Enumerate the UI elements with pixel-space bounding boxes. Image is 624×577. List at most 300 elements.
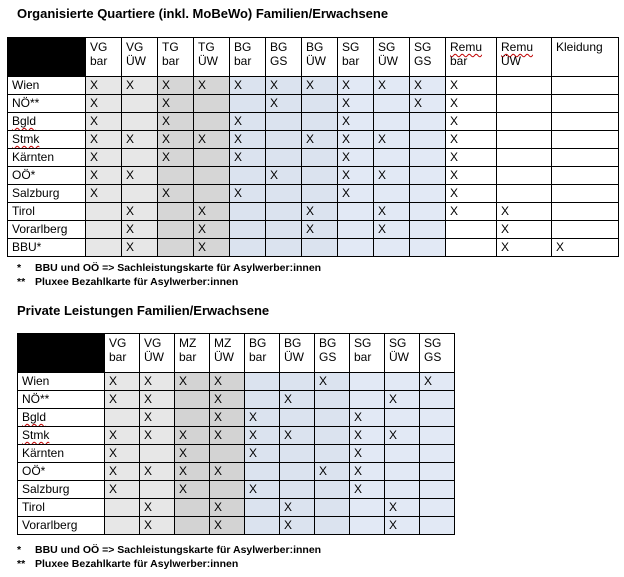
table-cell <box>140 445 175 463</box>
table-cell: X <box>315 373 350 391</box>
table-cell <box>122 185 158 203</box>
table-cell <box>552 203 619 221</box>
table-cell: X <box>175 427 210 445</box>
column-header-line: BG <box>249 336 267 350</box>
table-cell <box>374 149 410 167</box>
row-label: BBU* <box>8 239 86 257</box>
table-cell: X <box>245 409 280 427</box>
table-cell: X <box>210 391 245 409</box>
table-cell: X <box>140 463 175 481</box>
table-cell: X <box>175 373 210 391</box>
table-cell <box>552 185 619 203</box>
table-cell <box>122 149 158 167</box>
table-cell: X <box>245 481 280 499</box>
table-cell <box>385 409 420 427</box>
table-cell: X <box>245 427 280 445</box>
table-cell: X <box>338 167 374 185</box>
column-header-line: ÜW <box>501 54 521 68</box>
column-header <box>302 38 338 77</box>
table-cell: X <box>230 131 266 149</box>
row-label: Stmk <box>18 427 105 445</box>
table-cell: X <box>374 221 410 239</box>
table-cell <box>86 203 122 221</box>
table-cell <box>230 95 266 113</box>
table-cell <box>350 373 385 391</box>
private-services-table <box>17 333 455 535</box>
table-cell: X <box>122 203 158 221</box>
column-header-line: ÜW <box>378 54 398 68</box>
table-header-row <box>18 334 455 373</box>
table-cell: X <box>140 427 175 445</box>
table-cell <box>552 149 619 167</box>
table-cell: X <box>210 499 245 517</box>
column-header <box>420 334 455 373</box>
table-cell: X <box>210 409 245 427</box>
table-cell <box>420 499 455 517</box>
section-1-footnotes <box>17 261 321 289</box>
column-header-line: bar <box>342 54 360 68</box>
table-cell <box>385 463 420 481</box>
table-cell <box>122 113 158 131</box>
table-cell: X <box>266 77 302 95</box>
table-cell: X <box>210 427 245 445</box>
table-cell <box>266 221 302 239</box>
table-cell: X <box>158 113 194 131</box>
table-cell: X <box>194 131 230 149</box>
table-header-row <box>8 38 619 77</box>
table-cell <box>374 185 410 203</box>
column-header-line: SG <box>389 336 407 350</box>
table-cell: X <box>374 77 410 95</box>
column-header <box>175 334 210 373</box>
table-cell <box>338 203 374 221</box>
table-cell <box>552 77 619 95</box>
table-cell <box>280 373 315 391</box>
footnote-text: Pluxee Bezahlkarte für Asylwerber:innen <box>35 558 239 570</box>
table-cell <box>497 95 552 113</box>
table-cell <box>350 391 385 409</box>
table-cell: X <box>338 131 374 149</box>
table-cell: X <box>122 239 158 257</box>
table-cell <box>266 149 302 167</box>
column-header <box>245 334 280 373</box>
table-cell: X <box>86 131 122 149</box>
table-cell <box>410 185 446 203</box>
row-label: Vorarlberg <box>18 517 105 535</box>
column-header-line: GS <box>319 350 337 364</box>
table-cell <box>338 239 374 257</box>
table-cell <box>140 481 175 499</box>
column-header-line: SG <box>378 40 396 54</box>
table-row <box>18 445 455 463</box>
column-header-line: bar <box>90 54 108 68</box>
column-header-line: GS <box>414 54 432 68</box>
table-cell: X <box>105 463 140 481</box>
row-label: Tirol <box>18 499 105 517</box>
table-cell: X <box>552 239 619 257</box>
table-cell: X <box>105 373 140 391</box>
table-cell <box>385 445 420 463</box>
table-cell: X <box>105 427 140 445</box>
footnote <box>17 543 321 557</box>
table-cell: X <box>385 391 420 409</box>
table-cell <box>302 113 338 131</box>
table-cell: X <box>266 95 302 113</box>
column-header <box>350 334 385 373</box>
table-cell <box>410 167 446 185</box>
table-cell <box>245 391 280 409</box>
section-2-footnotes <box>17 543 321 571</box>
table-cell <box>338 221 374 239</box>
table-row <box>8 185 619 203</box>
footnote-marker: * <box>17 262 22 274</box>
table-row <box>8 149 619 167</box>
table-cell: X <box>420 373 455 391</box>
column-header-line: ÜW <box>126 54 146 68</box>
table-cell: X <box>140 373 175 391</box>
table-cell: X <box>338 113 374 131</box>
table-cell: X <box>350 481 385 499</box>
table-cell: X <box>140 391 175 409</box>
table-row <box>18 481 455 499</box>
column-header-line: SG <box>414 40 432 54</box>
table-cell <box>410 149 446 167</box>
table-cell: X <box>122 77 158 95</box>
column-header-line: ÜW <box>284 350 304 364</box>
column-header <box>497 38 552 77</box>
table-cell: X <box>230 185 266 203</box>
table-cell: X <box>175 481 210 499</box>
table-cell <box>230 221 266 239</box>
table-cell: X <box>385 517 420 535</box>
table-cell: X <box>350 463 385 481</box>
table-cell: X <box>280 499 315 517</box>
column-header <box>105 334 140 373</box>
table-row <box>18 409 455 427</box>
table-cell <box>245 499 280 517</box>
table-cell <box>105 517 140 535</box>
table-cell: X <box>194 203 230 221</box>
footnote <box>17 557 321 571</box>
table-cell: X <box>280 391 315 409</box>
table-cell: X <box>374 203 410 221</box>
table-cell <box>350 499 385 517</box>
table-cell: X <box>446 185 497 203</box>
column-header-line: TG <box>198 40 215 54</box>
column-header-line: bar <box>179 350 197 364</box>
table-cell <box>552 113 619 131</box>
table-cell: X <box>140 409 175 427</box>
table-cell <box>315 427 350 445</box>
column-header-line: GS <box>424 350 442 364</box>
column-header-line: BG <box>319 336 337 350</box>
row-label: Wien <box>18 373 105 391</box>
table-cell <box>374 95 410 113</box>
table-cell: X <box>86 167 122 185</box>
table-cell <box>420 445 455 463</box>
section-2-title: Private Leistungen Familien/Erwachsene <box>17 303 270 318</box>
table-cell <box>497 185 552 203</box>
column-header-line: BG <box>306 40 324 54</box>
table-cell <box>420 463 455 481</box>
table-row <box>8 131 619 149</box>
table-row <box>8 77 619 95</box>
table-cell <box>552 95 619 113</box>
table-cell <box>158 203 194 221</box>
row-label: OÖ* <box>18 463 105 481</box>
table-cell: X <box>266 167 302 185</box>
row-label: Bgld <box>8 113 86 131</box>
table-cell <box>302 167 338 185</box>
table-cell: X <box>210 373 245 391</box>
table-cell: X <box>86 149 122 167</box>
column-header <box>230 38 266 77</box>
table-cell <box>410 239 446 257</box>
table-cell <box>385 373 420 391</box>
footnote-marker: ** <box>17 558 26 570</box>
column-header-line: ÜW <box>389 350 409 364</box>
table-cell: X <box>280 517 315 535</box>
column-header <box>552 38 619 77</box>
row-label: Wien <box>8 77 86 95</box>
table-cell <box>105 499 140 517</box>
column-header-line: Remu <box>501 40 534 54</box>
table-cell: X <box>86 113 122 131</box>
table-cell: X <box>446 149 497 167</box>
table-cell <box>266 203 302 221</box>
row-label: Tirol <box>8 203 86 221</box>
column-header-line: ÜW <box>198 54 218 68</box>
footnote-text: BBU und OÖ => Sachleistungskarte für Asylwerber:innen <box>35 262 322 274</box>
table-cell: X <box>194 221 230 239</box>
table-cell <box>175 409 210 427</box>
table-cell <box>266 185 302 203</box>
row-label: Kärnten <box>18 445 105 463</box>
table-cell: X <box>158 77 194 95</box>
table-cell <box>302 239 338 257</box>
table-cell <box>230 239 266 257</box>
column-header-line: bar <box>249 350 267 364</box>
table-cell <box>158 239 194 257</box>
table-row <box>8 203 619 221</box>
column-header-line: GS <box>270 54 288 68</box>
table-cell <box>410 203 446 221</box>
row-label: Bgld <box>18 409 105 427</box>
table-cell <box>266 113 302 131</box>
table-cell <box>315 409 350 427</box>
table-cell <box>420 409 455 427</box>
table-cell <box>280 463 315 481</box>
column-header-line: Kleidung <box>556 40 603 54</box>
column-header-line: BG <box>284 336 302 350</box>
table-cell <box>266 131 302 149</box>
column-header-line: BG <box>234 40 252 54</box>
table-row <box>8 95 619 113</box>
table-cell <box>194 185 230 203</box>
table-cell: X <box>105 445 140 463</box>
table-cell: X <box>497 239 552 257</box>
table-cell: X <box>410 77 446 95</box>
table-cell: X <box>122 221 158 239</box>
column-header-line: TG <box>162 40 179 54</box>
table-cell <box>175 517 210 535</box>
table-cell: X <box>446 167 497 185</box>
table-cell: X <box>446 113 497 131</box>
table-cell: X <box>86 95 122 113</box>
table-cell: X <box>175 463 210 481</box>
column-header-line: VG <box>126 40 144 54</box>
table-cell <box>280 409 315 427</box>
table-cell <box>280 481 315 499</box>
table-cell: X <box>158 95 194 113</box>
table-cell: X <box>105 391 140 409</box>
table-cell: X <box>158 149 194 167</box>
table-row <box>18 517 455 535</box>
table-cell: X <box>280 427 315 445</box>
table-cell: X <box>385 499 420 517</box>
column-header-line: ÜW <box>306 54 326 68</box>
column-header-line: MZ <box>214 336 232 350</box>
table-cell: X <box>497 203 552 221</box>
row-label: OÖ* <box>8 167 86 185</box>
table-cell <box>497 167 552 185</box>
table-cell <box>315 481 350 499</box>
table-cell <box>385 481 420 499</box>
table-cell: X <box>350 445 385 463</box>
table-cell <box>315 499 350 517</box>
table-row <box>8 221 619 239</box>
table-cell: X <box>86 185 122 203</box>
table-cell: X <box>230 149 266 167</box>
footnote <box>17 275 321 289</box>
organized-quarters-table <box>7 37 619 257</box>
table-cell <box>446 221 497 239</box>
column-header-line: VG <box>144 336 162 350</box>
table-cell <box>350 517 385 535</box>
table-cell <box>497 149 552 167</box>
table-cell: X <box>374 131 410 149</box>
table-cell <box>315 391 350 409</box>
column-header <box>446 38 497 77</box>
table-cell: X <box>446 77 497 95</box>
table-cell: X <box>374 167 410 185</box>
table-cell: X <box>140 499 175 517</box>
table-cell <box>374 113 410 131</box>
table-cell <box>374 239 410 257</box>
table-cell <box>446 239 497 257</box>
table-cell <box>105 409 140 427</box>
table-cell <box>86 221 122 239</box>
table-cell <box>210 481 245 499</box>
table-cell <box>315 517 350 535</box>
table-cell: X <box>122 167 158 185</box>
column-header-line: SG <box>354 336 372 350</box>
row-label: Stmk <box>8 131 86 149</box>
table-cell <box>230 203 266 221</box>
table-cell <box>158 221 194 239</box>
table-cell: X <box>158 131 194 149</box>
column-header-line: VG <box>90 40 108 54</box>
table-cell <box>266 239 302 257</box>
table-cell: X <box>140 517 175 535</box>
column-header <box>122 38 158 77</box>
footnote-text: BBU und OÖ => Sachleistungskarte für Asylwerber:innen <box>35 544 322 556</box>
table-cell <box>245 463 280 481</box>
table-row <box>8 167 619 185</box>
table-cell <box>420 517 455 535</box>
column-header-line: bar <box>234 54 252 68</box>
column-header-line: SG <box>424 336 442 350</box>
table-cell <box>230 167 266 185</box>
table-cell: X <box>175 445 210 463</box>
table-cell: X <box>315 463 350 481</box>
table-cell: X <box>230 113 266 131</box>
footnote-marker: ** <box>17 276 26 288</box>
table-row <box>18 499 455 517</box>
row-label: Kärnten <box>8 149 86 167</box>
table-cell: X <box>194 239 230 257</box>
table-cell: X <box>410 95 446 113</box>
table-cell <box>552 221 619 239</box>
table-cell <box>245 517 280 535</box>
column-header <box>410 38 446 77</box>
table-cell <box>194 95 230 113</box>
table-cell <box>194 149 230 167</box>
table-cell: X <box>338 77 374 95</box>
footnote <box>17 261 321 275</box>
footnote-text: Pluxee Bezahlkarte für Asylwerber:innen <box>35 276 239 288</box>
header-corner-cell <box>18 334 105 373</box>
table-row <box>18 427 455 445</box>
column-header-line: Remu <box>450 40 483 54</box>
table-cell: X <box>105 481 140 499</box>
table-cell: X <box>302 77 338 95</box>
table-cell <box>194 167 230 185</box>
footnote-marker: * <box>17 544 22 556</box>
column-header <box>158 38 194 77</box>
table-cell: X <box>350 427 385 445</box>
table-cell <box>194 113 230 131</box>
table-cell <box>420 481 455 499</box>
column-header <box>385 334 420 373</box>
table-row <box>8 113 619 131</box>
column-header <box>194 38 230 77</box>
table-cell: X <box>86 77 122 95</box>
table-cell <box>420 427 455 445</box>
table-cell: X <box>385 427 420 445</box>
section-1-title: Organisierte Quartiere (inkl. MoBeWo) Familien/Erwachsene <box>17 6 389 21</box>
table-cell: X <box>194 77 230 95</box>
table-cell: X <box>302 221 338 239</box>
table-cell <box>158 167 194 185</box>
column-header-line: bar <box>162 54 180 68</box>
row-label: Vorarlberg <box>8 221 86 239</box>
table-cell: X <box>210 517 245 535</box>
table-cell <box>86 239 122 257</box>
table-cell: X <box>210 463 245 481</box>
table-cell <box>552 131 619 149</box>
table-cell: X <box>446 95 497 113</box>
table-cell: X <box>338 185 374 203</box>
table-row <box>18 391 455 409</box>
table-cell <box>302 185 338 203</box>
column-header <box>338 38 374 77</box>
column-header <box>210 334 245 373</box>
table-cell: X <box>338 95 374 113</box>
column-header-line: ÜW <box>144 350 164 364</box>
column-header <box>374 38 410 77</box>
column-header-line: ÜW <box>214 350 234 364</box>
